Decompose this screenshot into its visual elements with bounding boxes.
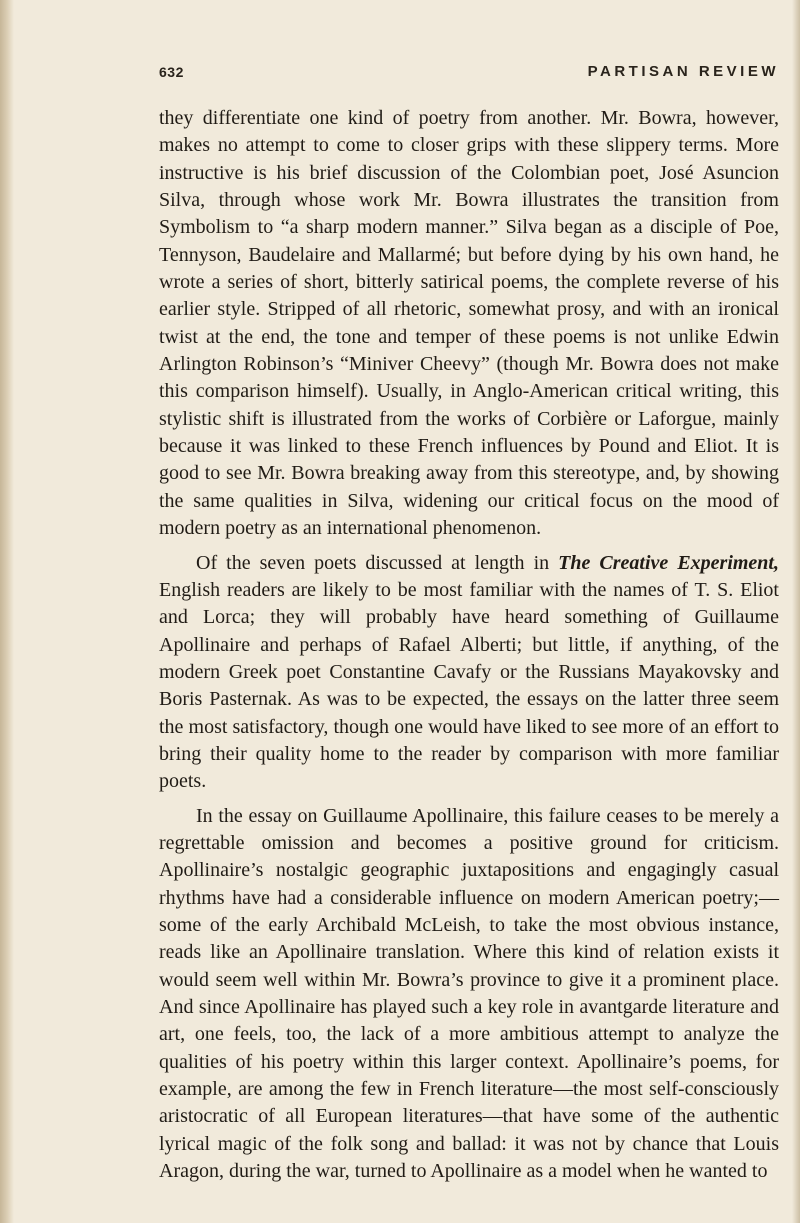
paragraph-silva: they differentiate one kind of poetry from another. Mr. Bowra, however, makes no attempt to come to closer grips with these slippery terms. More instructive is his brief discussion of the Colombian poet, José Asuncion Silva, through whose work Mr. Bowra illustrates the transition from Symbolism to “a sharp modern manner.” Silva began as a disciple of Poe, Tennyson, Baudelaire and Mallarmé; but before dying by his own hand, he wrote a series of short, bitterly satirical poems, the complete reverse of his earlier style. Stripped of all rhetoric, somewhat prosy, and with an ironical twist at the end, the tone and temper of these poems is not unlike Edwin Arlington Robinson’s “Miniver Cheevy” (though Mr. Bowra does not make this comparison himself). Usually, in Anglo-American critical writing, this stylistic shift is illustrated from the works of Corbière or Laforgue, mainly because it was linked to these French influences by Pound and Eliot. It is good to see Mr. Bowra breaking away from this stereotype, and, by showing the same qualities in Silva, widening our critical focus on the mood of modern poetry as an international phenomenon. bbox=[159, 107, 779, 540]
journal-title: PARTISAN REVIEW bbox=[587, 63, 779, 80]
page-edge-shadow bbox=[792, 0, 800, 1223]
paragraph-seven-poets bbox=[159, 550, 779, 796]
book-page bbox=[159, 60, 779, 1183]
page-number: 632 bbox=[159, 64, 184, 80]
article-body bbox=[159, 105, 779, 1185]
running-head bbox=[159, 60, 779, 90]
book-title: The Creative Experiment, bbox=[558, 551, 779, 574]
paragraph-apollinaire: In the essay on Guillaume Apollinaire, this failure ceases to be merely a regrettable omission and becomes a positive ground for criticism. Apollinaire’s nostalgic geographic juxtapositions and engagingly casual rhythms have had a considerable influence on modern American poetry;—some of the early Archibald McLeish, to take the most obvious instance, reads like an Apollinaire translation. Where this kind of relation exists it would seem well within Mr. Bowra’s province to give it a prominent place. And since Apollinaire has played such a key role in avantgarde literature and art, one feels, too, the lack of a more ambitious attempt to analyze the qualities of his poetry within this larger context. Apollinaire’s poems, for example, are among the few in French literature—the most self-consciously aristocratic of all European literatures—that have some of the authentic lyrical magic of the folk song and ballad: it was not by chance that Louis Aragon, during the war, turned to Apollinaire as a model when he wanted to bbox=[159, 804, 779, 1183]
paragraph-text-after-title: English readers are likely to be most familiar with the names of T. S. Eliot and Lorca; they will probably have heard something of Guillaume Apollinaire and perhaps of Rafael Alberti; but little, if anything, of the modern Greek poet Constantine Cavafy or the Russians Mayakovsky and Boris Pasternak. As was to be expected, the essays on the latter three seem the most satisfactory, though one would have liked to see more of an effort to bring their quality home to the reader by comparison with more familiar poets. bbox=[159, 578, 779, 793]
paragraph-text-before-title: Of the seven poets discussed at length in bbox=[196, 551, 559, 574]
page-gutter-shadow bbox=[0, 0, 14, 1223]
